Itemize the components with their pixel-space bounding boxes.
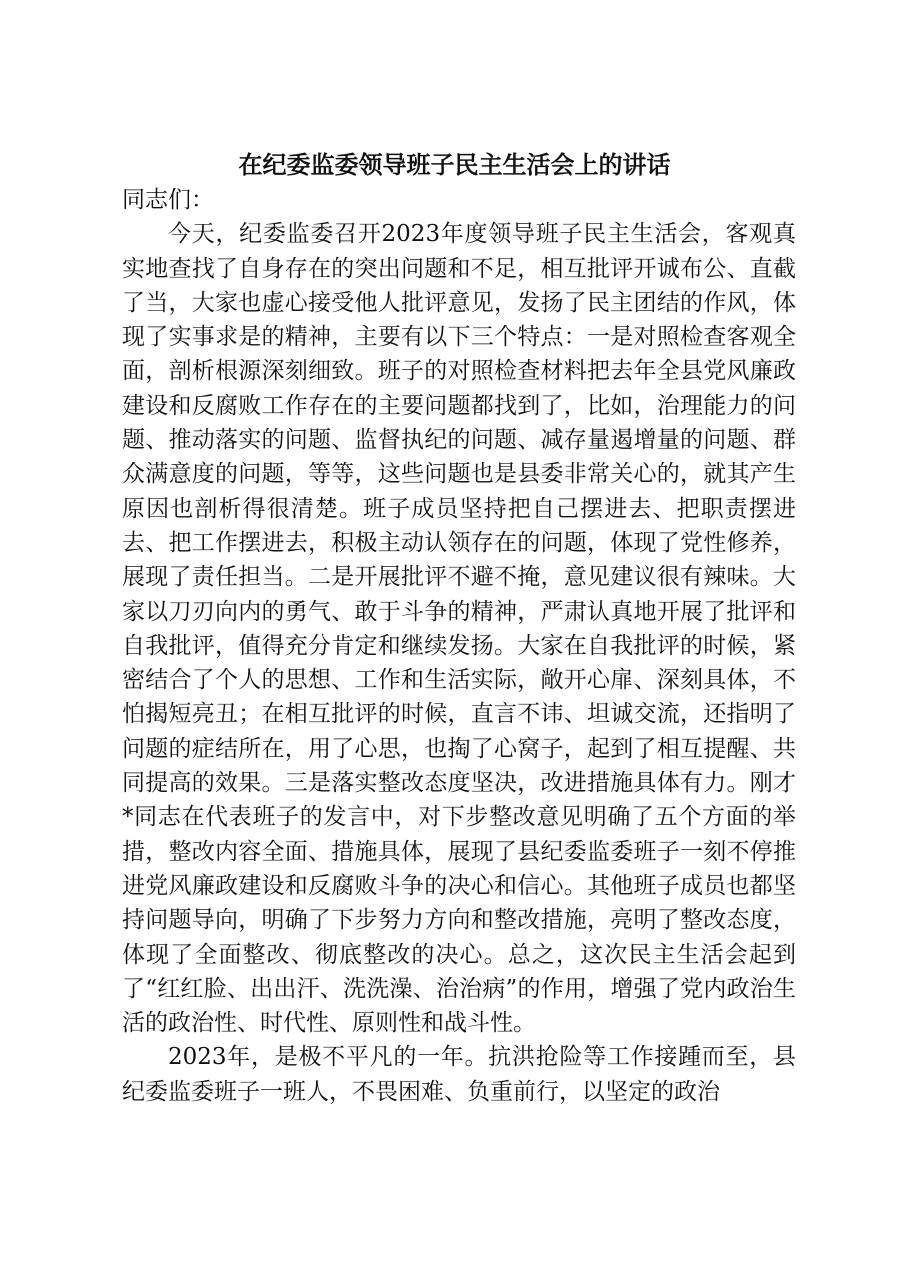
paragraph-1: 今天，纪委监委召开2023年度领导班子民主生活会，客观真实地查找了自身存在的突出问题和不足，相互批评开诚布公、直截了当，大家也虚心接受他人批评意见，发扬了民主团结的作风，体现了实事求是的精神，主要有以下三个特点：一是对照检查客观全面，剖析根源深刻细致。班子的对照检查材料把去年全县党风廉政建设和反腐败工作存在的主要问题都找到了，比如，治理能力的问题、推动落实的问题、监督执纪的问题、减存量遏增量的问题、群众满意度的问题，等等，这些问题也是县委非常关心的，就其产生原因也剖析得很清楚。班子成员坚持把自己摆进去、把职责摆进去、把工作摆进去，积极主动认领存在的问题，体现了党性修养，展现了责任担当。二是开展批评不避不掩，意见建议很有辣味。大家以刀刃向内的勇气、敢于斗争的精神，严肃认真地开展了批评和自我批评，值得充分肯定和继续发扬。大家在自我批评的时候，紧密结合了个人的思想、工作和生活实际，敞开心扉、深刻具体，不怕揭短亮丑；在相互批评的时候，直言不讳、坦诚交流，还指明了问题的症结所在，用了心思，也掏了心窝子，起到了相互提醒、共同提高的效果。三是落实整改态度坚决，改进措施具体有力。刚才*同志在代表班子的发言中，对下步整改意见明确了五个方面的举措，整改内容全面、措施具体，展现了县纪委监委班子一刻不停推进党风廉政建设和反腐败斗争的决心和信心。其他班子成员也都坚持问题导向，明确了下步努力方向和整改措施，亮明了整改态度，体现了全面整改、彻底整改的决心。总之，这次民主生活会起到了“红红脸、出出汗、洗洗澡、治治病”的作用，增强了党内政治生活的政治性、时代性、原则性和战斗性。: [122, 221, 796, 1037]
paragraph-2: 2023年，是极不平凡的一年。抗洪抢险等工作接踵而至，县纪委监委班子一班人，不畏困难、负重前行，以坚定的政治: [122, 1044, 796, 1105]
document-body: [122, 183, 796, 1109]
salutation: 同志们：: [122, 187, 214, 213]
document-title: 在纪委监委领导班子民主生活会上的讲话: [238, 150, 671, 179]
